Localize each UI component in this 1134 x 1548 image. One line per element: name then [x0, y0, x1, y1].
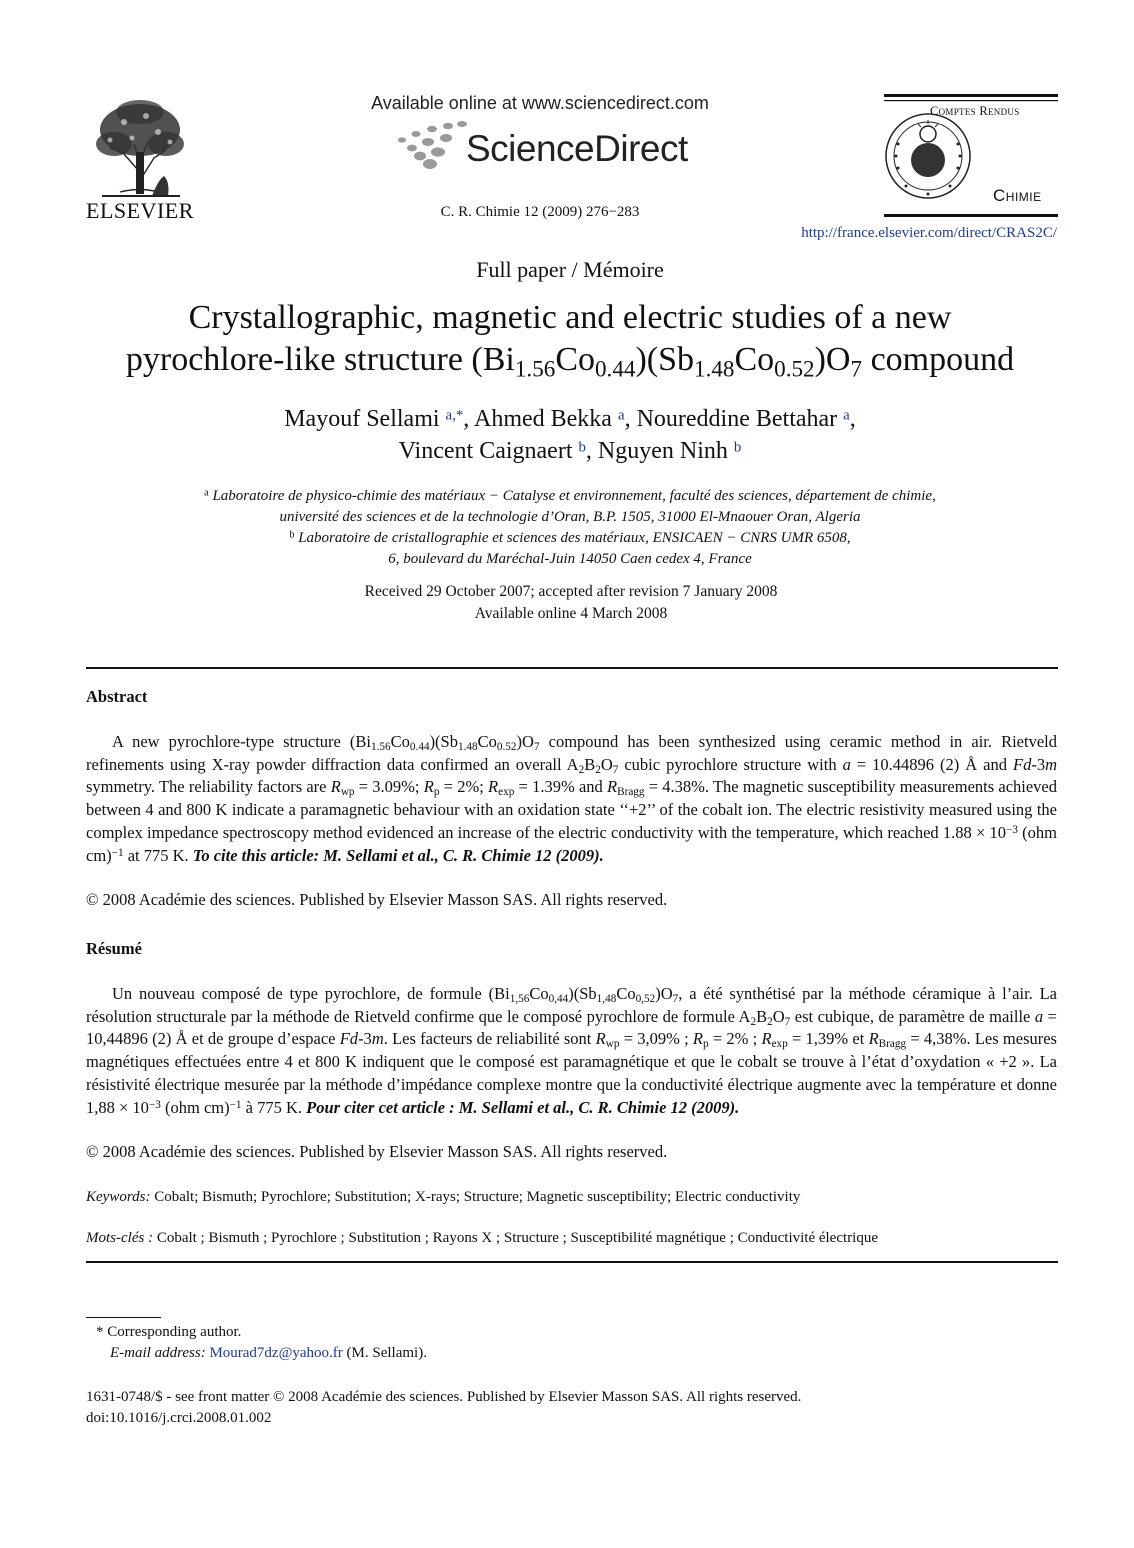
title-line-2: pyrochlore-like structure $(Bi_{1.56}Co_{0.44})(Sb_{1.48}Co_{0.52})O_7$ compound	[125, 341, 1015, 383]
author-affiliation-mark[interactable]: a	[617, 407, 625, 424]
top-divider	[86, 667, 1058, 669]
journal-url-link[interactable]: http://france.elsevier.com/direct/CRAS2C/	[801, 225, 1057, 241]
abstract-text: A new pyrochlore-type structure $(Bi_{1.56}Co_{0.44})(Sb_{1.48}Co_{0.52})O_7$ compound has been synthesized using ceramic method in air. Rietveld refinements using X-ray powder diffraction data confirmed an overall $A_2B_2O_7$ cubic pyrochlore structure with a = 10.44896 (2) Å and Fd-3m symmetry. The reliability factors are $R_{wp} = 3.09\%$; $R_p = 2\%$; $R_{exp} = 1.39\%$ and $R_{Bragg} = 4.38\%$. The magnetic susceptibility measurements achieved between 4 and 800 K indicate a paramagnetic behaviour with an oxidation state ‘‘+2’’ of the cobalt ion. The electric resistivity measured using the complex impedance spectroscopy method evidenced an increase of the electric conductivity with the temperature, which reached $1.88 \times 10^{-3}$ (ohm cm)$^{-1}$ at 775 K. To cite this article: M. Sellami et al., C. R. Chimie 12 (2009).	[86, 732, 1058, 865]
abstract-citation: To cite this article: M. Sellami et al., C. R. Chimie 12 (2009).	[192, 845, 604, 865]
email-label: E-mail address:	[110, 1345, 206, 1361]
affiliations: $^a$ Laboratoire de physico-chimie des matériaux − Catalyse et environnement, faculté des sciences, département de chimie, université des sciences et de la technologie d’Oran, B.P. 1505, 31000 El-Mnaouer Oran, Algeria $^b$ Laboratoire de cristallographie et sciences des matériaux, ENSICAEN − CNRS UMR 6508, 6, boulevard du Maréchal-Juin 14050 Caen cedex 4, France	[80, 486, 1060, 570]
paper-title	[60, 297, 1080, 381]
keywords-label: Keywords:	[86, 1189, 151, 1205]
article-dates	[0, 581, 1134, 624]
mots-cles	[86, 1230, 1057, 1247]
email-link[interactable]: Mourad7dz@yahoo.fr	[209, 1345, 343, 1361]
author-name[interactable]: Nguyen Ninh	[597, 438, 728, 464]
affiliation-a-line-1: Laboratoire de physico-chimie des matériaux − Catalyse et environnement, faculté des sciences, département de chimie,	[212, 488, 936, 504]
paper-type: Full paper / Mémoire	[476, 257, 664, 282]
affiliation-b-line-1: Laboratoire de cristallographie et sciences des matériaux, ENSICAEN − CNRS UMR 6508,	[298, 530, 851, 546]
abstract-heading: Abstract	[86, 687, 148, 706]
mots-cles-list: Cobalt ; Bismuth ; Pyrochlore ; Substitution ; Rayons X ; Structure ; Susceptibilité magnétique ; Conductivité électrique	[153, 1230, 878, 1246]
author-affiliation-mark[interactable]: b	[733, 439, 742, 456]
author-name[interactable]: Ahmed Bekka	[473, 406, 612, 432]
journal-logo-top: Comptes Rendus	[930, 104, 1020, 118]
affiliation-a-line-2: université des sciences et de la technologie d’Oran, B.P. 1505, 31000 El-Mnaouer Oran, Algeria	[279, 509, 861, 525]
abstract-copyright: © 2008 Académie des sciences. Published by Elsevier Masson SAS. All rights reserved.	[86, 890, 668, 909]
title-line-1: Crystallographic, magnetic and electric studies of a new	[188, 299, 952, 336]
author-affiliation-mark[interactable]: a	[843, 407, 850, 424]
journal-logo-bottom: Chimie	[993, 186, 1042, 205]
online-date: Available online 4 March 2008	[474, 604, 668, 622]
journal-reference: C. R. Chimie 12 (2009) 276−283	[440, 204, 640, 220]
affiliation-b-line-2: 6, boulevard du Maréchal-Juin 14050 Caen cedex 4, France	[388, 551, 752, 567]
bottom-divider	[86, 1261, 1058, 1263]
sciencedirect-wordmark: ScienceDirect	[466, 128, 688, 169]
issn-line: 1631-0748/$ - see front matter © 2008 Académie des sciences. Published by Elsevier Masson SAS. All rights reserved.	[86, 1389, 802, 1405]
author-name[interactable]: Noureddine Bettahar	[636, 406, 838, 432]
footnote-rule	[86, 1317, 161, 1318]
doi-line[interactable]: doi:10.1016/j.crci.2008.01.002	[86, 1410, 272, 1426]
keywords-list: Cobalt; Bismuth; Pyrochlore; Substitution; X-rays; Structure; Magnetic susceptibility; Electric conductivity	[150, 1189, 801, 1205]
publisher-name: ELSEVIER	[86, 198, 194, 223]
resume-heading: Résumé	[86, 939, 142, 958]
email-note	[110, 1345, 427, 1362]
author-name[interactable]: Mayouf Sellami	[284, 406, 440, 432]
author-affiliation-mark[interactable]: a,*	[445, 407, 464, 424]
received-date: Received 29 October 2007; accepted after revision 7 January 2008	[364, 583, 778, 600]
author-affiliation-mark[interactable]: b	[578, 439, 586, 456]
author-list: Mayouf Sellami $^{a,*}$, Ahmed Bekka $^a$, Noureddine Bettahar $^a$, Vincent Caignaert $^b$, Nguyen Ninh $^b$	[284, 406, 856, 464]
available-online-note[interactable]: Available online at www.sciencedirect.com	[371, 93, 709, 113]
resume-citation: Pour citer cet article : M. Sellami et al., C. R. Chimie 12 (2009).	[306, 1097, 740, 1117]
corresponding-author-note: * Corresponding author.	[96, 1324, 242, 1340]
keywords	[86, 1189, 1057, 1206]
mots-cles-label: Mots-clés :	[86, 1230, 154, 1246]
resume-text: Un nouveau composé de type pyrochlore, de formule $(Bi_{1,56}Co_{0,44})(Sb_{1,48}Co_{0,52})O_7$, a été synthétisé par la méthode céramique à l’air. La résolution structurale par la méthode de Rietveld confirme que le composé pyrochlore de formule $A_2B_2O_7$ est cubique, de paramètre de maille a = 10,44896 (2) Å et de groupe d’espace Fd-3m. Les facteurs de reliabilité sont $R_{wp} = 3,09\%$ ; $R_p = 2\%$ ; $R_{exp} = 1,39\%$ et $R_{Bragg} = 4,38\%$. Les mesures magnétiques effectuées entre 4 et 800 K indiquent que le composé est paramagnétique et que le cobalt se trouve à l’état d’oxydation « +2 ». La résistivité électrique mesurée par la méthode d’impédance complexe montre que la conductivité électrique augmente avec la température et donne $1,88 \times 10^{-3}$ (ohm cm)$^{-1}$ à 775 K. Pour citer cet article : M. Sellami et al., C. R. Chimie 12 (2009).	[86, 984, 1057, 1117]
resume-copyright: © 2008 Académie des sciences. Published by Elsevier Masson SAS. All rights reserved.	[86, 1142, 668, 1161]
email-owner: (M. Sellami).	[342, 1345, 427, 1361]
author-name[interactable]: Vincent Caignaert	[398, 438, 573, 464]
